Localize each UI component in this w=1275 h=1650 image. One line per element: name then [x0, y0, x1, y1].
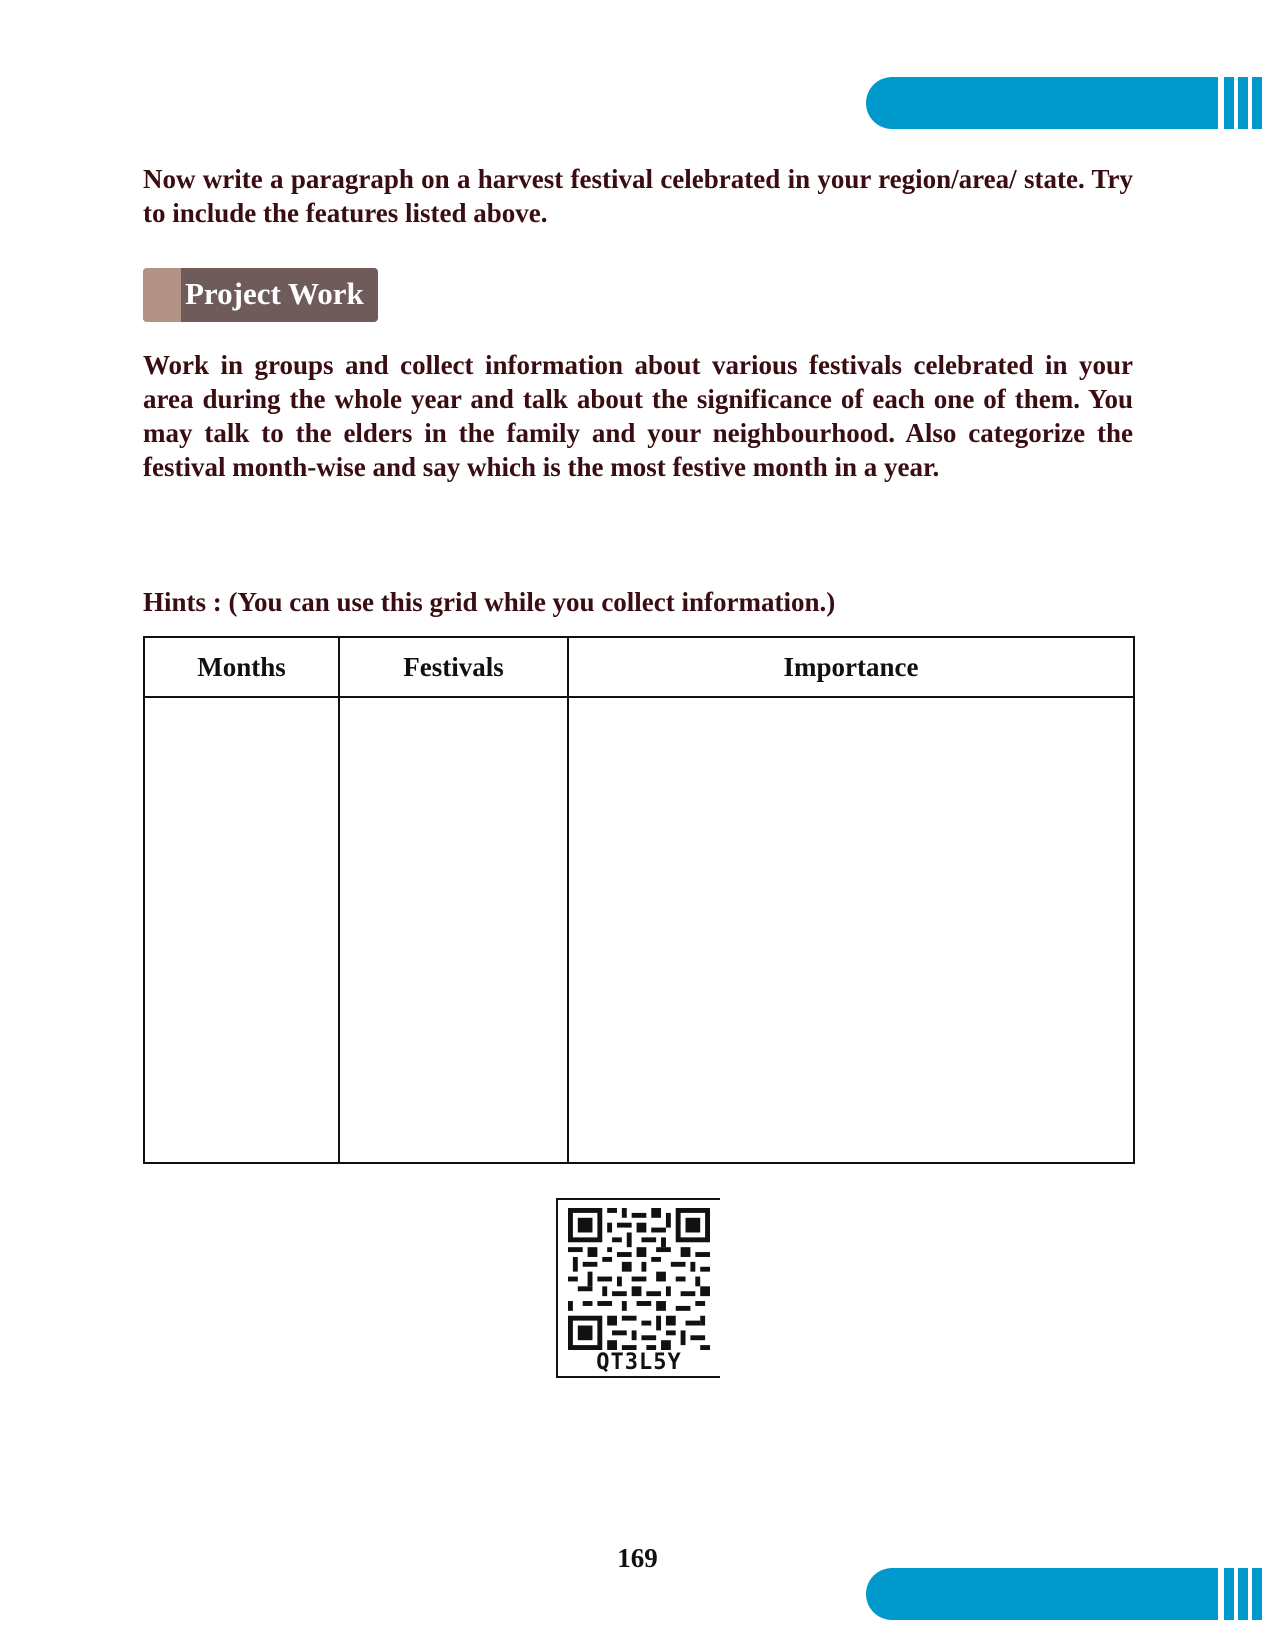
header-stripe [1252, 77, 1262, 129]
header-pill [866, 77, 1218, 129]
footer-decoration [866, 1568, 1261, 1620]
page-number: 169 [617, 1543, 658, 1573]
header-decoration [866, 77, 1261, 129]
table-header-row [144, 637, 1134, 697]
header-months: Months [144, 637, 339, 697]
footer-stripe [1238, 1568, 1248, 1620]
hints-text: Hints : (You can use this grid while you collect information.) [143, 587, 836, 617]
table-row [144, 697, 1134, 1163]
header-stripe [1238, 77, 1248, 129]
footer-stripe [1252, 1568, 1262, 1620]
footer-stripe [1224, 1568, 1234, 1620]
section-title: Project Work [185, 276, 364, 311]
project-paragraph: Work in groups and collect information about various festivals celebrated in your area during the whole year and talk about the significance of each one of them. You may talk to the elders in the family and your neighbourhood. Also categorize the festival month-wise and say which is the most festive month in a year. [143, 350, 1133, 482]
importance-cell[interactable] [568, 697, 1134, 1163]
qr-code [556, 1198, 720, 1378]
footer-pill [866, 1568, 1218, 1620]
header-importance: Importance [568, 637, 1134, 697]
label-accent [143, 268, 181, 322]
festivals-cell[interactable] [339, 697, 568, 1163]
project-work-label [143, 268, 378, 322]
qr-code-icon [568, 1208, 710, 1350]
qr-code-label: QT3L5Y [596, 1350, 682, 1375]
info-grid [143, 636, 1135, 1164]
months-cell[interactable] [144, 697, 339, 1163]
header-stripe [1224, 77, 1234, 129]
instruction-paragraph: Now write a paragraph on a harvest festival celebrated in your region/area/ state. Try to include the features listed above. [143, 164, 1133, 228]
header-festivals: Festivals [339, 637, 568, 697]
